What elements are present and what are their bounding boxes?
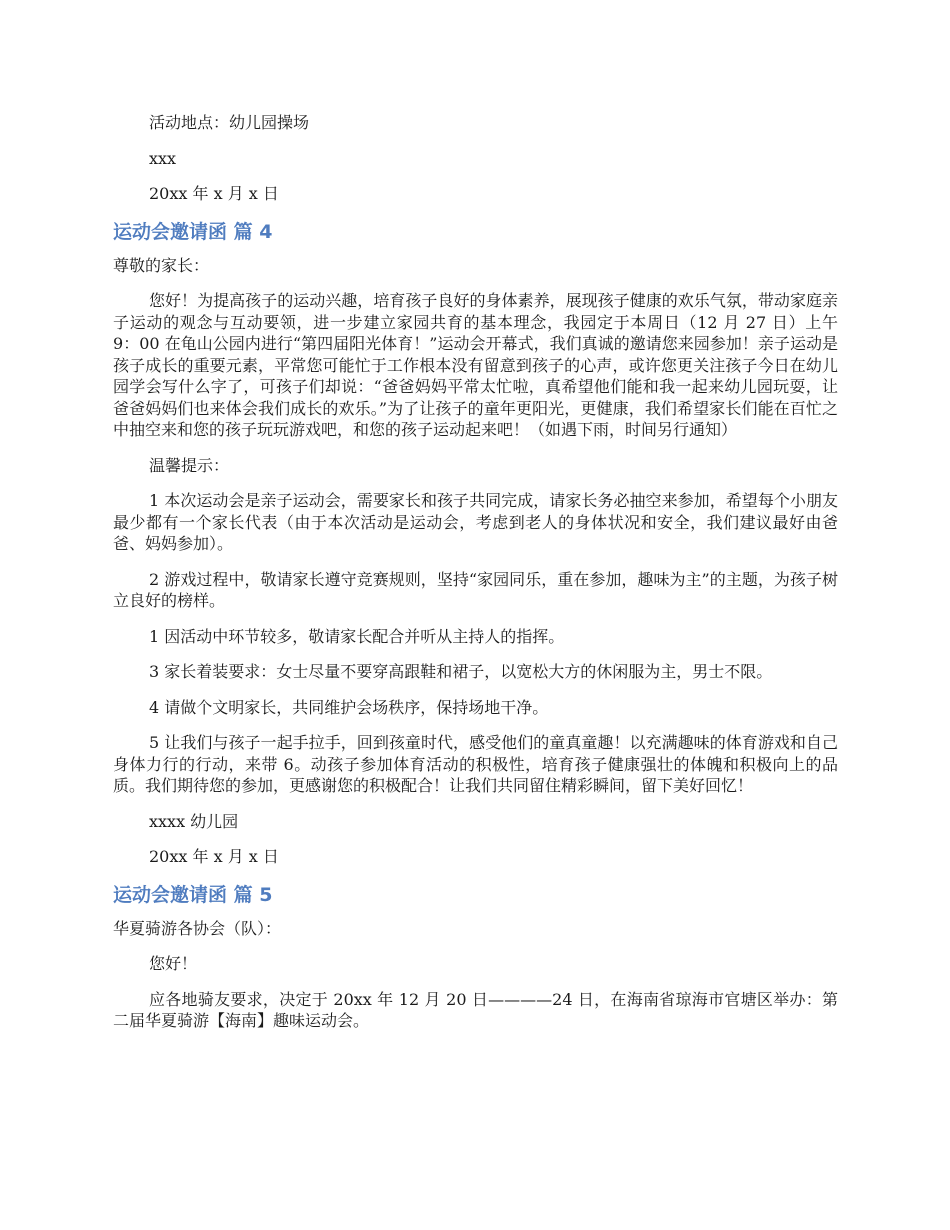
tip-item: 5 让我们与孩子一起手拉手，回到孩童时代，感受他们的童真童趣！以充满趣味的体育游戏和自己身体力行的行动，来带 6。动孩子参加体育活动的积极性，培育孩子健康强壮的体魄和积极向上的品质。我们期待您的参加，更感谢您的积极配合！让我们共同留住精彩瞬间，留下美好回忆！: [113, 733, 838, 795]
organizer-sign: xxx: [149, 148, 177, 168]
section-4-heading: 运动会邀请函 篇 4: [113, 220, 273, 243]
letter-date: 20xx 年 x 月 x 日: [149, 184, 279, 203]
tip-item: 4 请做个文明家长，共同维护会场秩序，保持场地干净。: [149, 697, 549, 717]
tip-item: 3 家长着装要求：女士尽量不要穿高跟鞋和裙子，以宽松大方的休闲服为主，男士不限。: [149, 662, 773, 681]
section-4-date: 20xx 年 x 月 x 日: [149, 847, 279, 866]
section-5-body: 应各地骑友要求，决定于 20xx 年 12 月 20 日————24 日，在海南省琼海市官塘区举办：第二届华夏骑游【海南】趣味运动会。: [113, 989, 838, 1030]
section-4-greeting: 尊敬的家长：: [113, 255, 210, 275]
tip-item: 1 本次运动会是亲子运动会，需要家长和孩子共同完成，请家长务必抽空来参加，希望每个小朋友最少都有一个家长代表（由于本次活动是运动会，考虑到老人的身体状况和安全，我们建议最好由爸爸、妈妈参加）。: [113, 491, 838, 553]
tip-item: 2 游戏过程中，敬请家长遵守竞赛规则，坚持“家园同乐，重在参加，趣味为主”的主题，为孩子树立良好的榜样。: [113, 569, 838, 610]
section-5-hello: 您好！: [149, 954, 198, 973]
document-content: [113, 112, 838, 1046]
section-5-heading: 运动会邀请函 篇 5: [113, 883, 273, 906]
tips-title: 温馨提示：: [149, 455, 230, 475]
section-4-sign: xxxx 幼儿园: [149, 811, 239, 831]
tip-item: 1 因活动中环节较多，敬请家长配合并听从主持人的指挥。: [149, 626, 565, 646]
section-5-greeting: 华夏骑游各协会（队）：: [113, 918, 282, 938]
activity-location: 活动地点：幼儿园操场: [149, 113, 310, 132]
section-4-body: 您好！为提高孩子的运动兴趣，培育孩子良好的身体素养，展现孩子健康的欢乐气氛，带动家庭亲子运动的观念与互动要领，进一步建立家园共育的基本理念，我园定于本周日（12 月 27 日）上午 9：00 在龟山公园内进行“第四届阳光体育！”运动会开幕式，我们真诚的邀请您来园参加！亲子运动是孩子成长的重要元素，平常您可能忙于工作根本没有留意到孩子的心声，或许您更关注孩子今日在幼儿园学会写什么字了，可孩子们却说：“爸爸妈妈平常太忙啦，真希望他们能和我一起来幼儿园玩耍，让爸爸妈妈们也来体会我们成长的欢乐。”为了让孩子的童年更阳光，更健康，我们希望家长们能在百忙之中抽空来和您的孩子玩玩游戏吧，和您的孩子运动起来吧！（如遇下雨，时间另行通知）: [113, 291, 838, 439]
